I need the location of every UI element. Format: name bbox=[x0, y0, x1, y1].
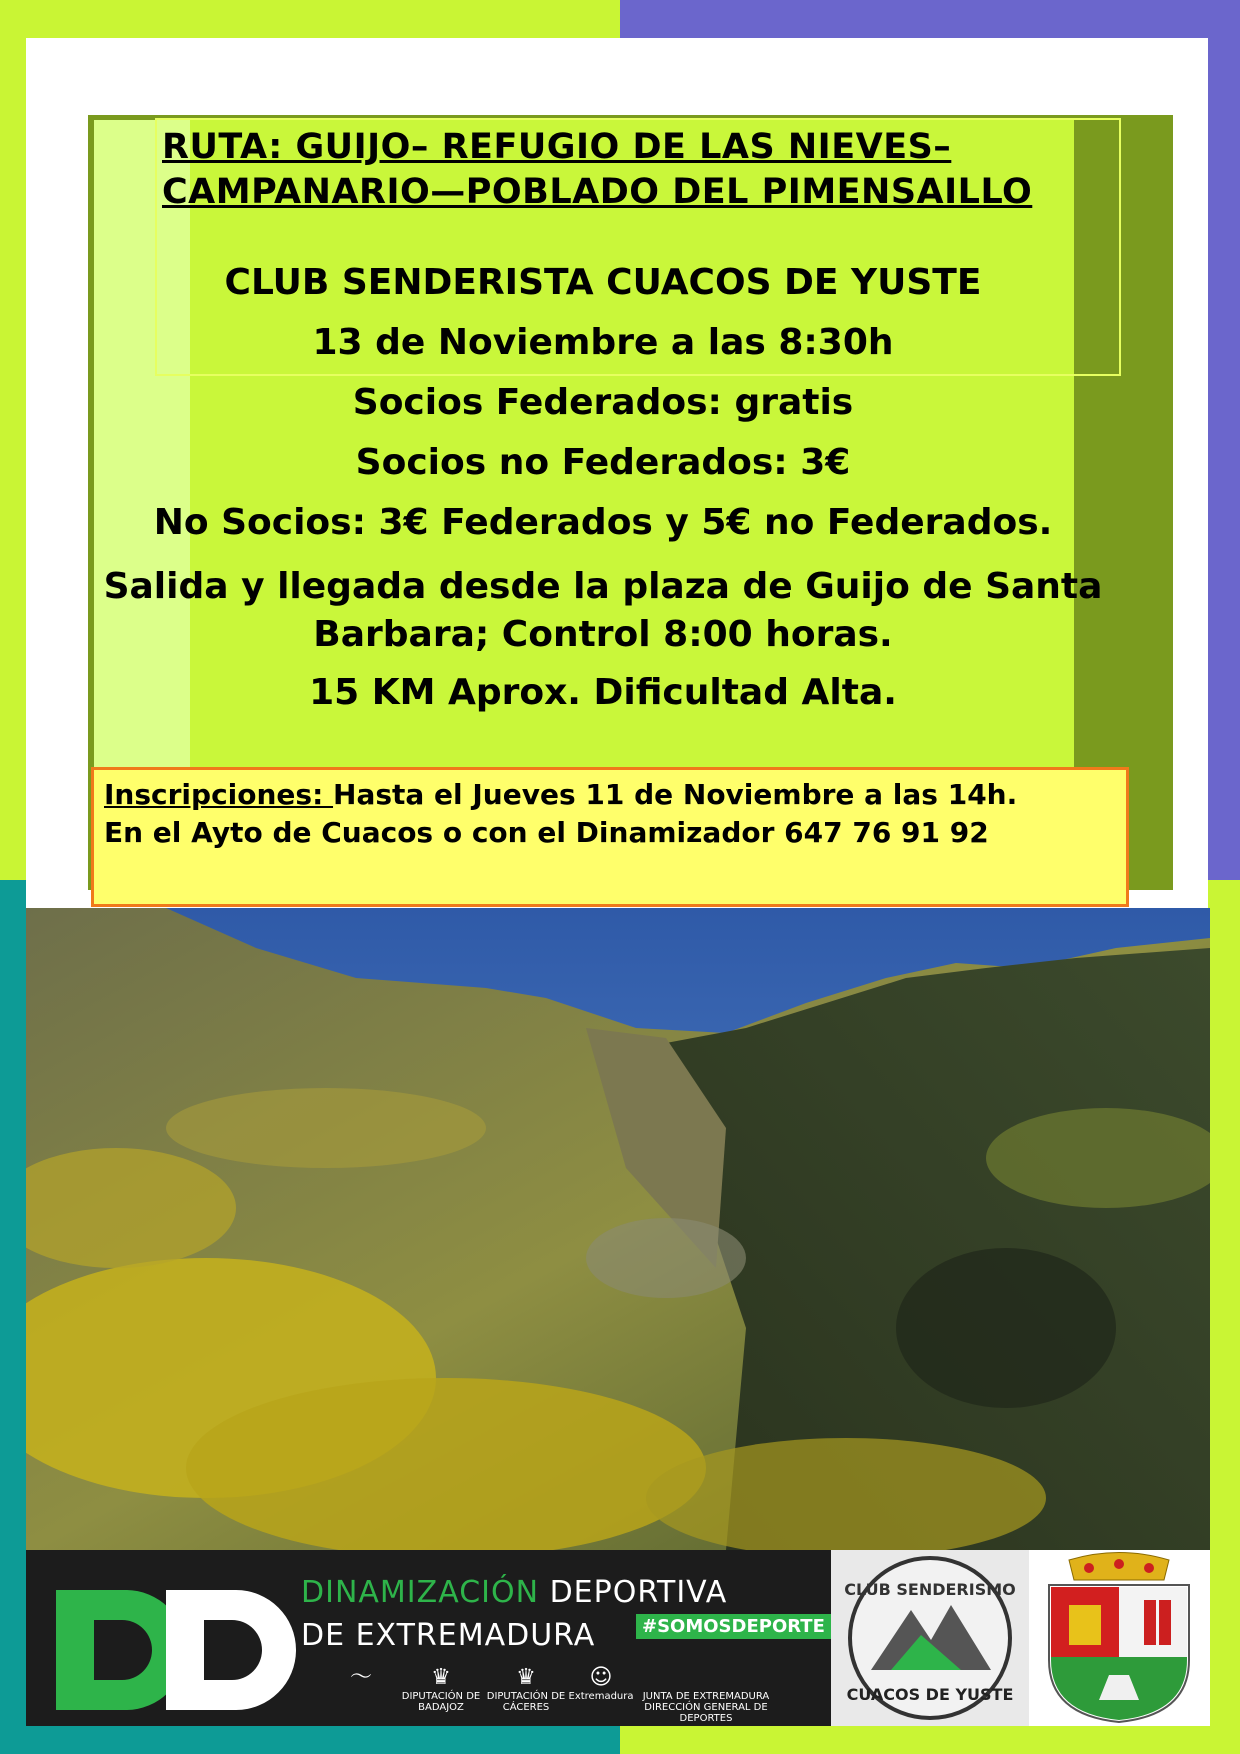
club-badge-bottom-text: CUACOS DE YUSTE bbox=[846, 1685, 1014, 1704]
extremadura-title: DE EXTREMADURA bbox=[301, 1618, 596, 1653]
registration-line1 bbox=[104, 776, 1116, 814]
registration-deadline: Hasta el Jueves 11 de Noviembre a las 14h. bbox=[333, 778, 1018, 811]
distance-difficulty: 15 KM Aprox. Dificultad Alta. bbox=[309, 672, 897, 713]
registration-line2: En el Ayto de Cuacos o con el Dinamizador 647 76 91 92 bbox=[104, 816, 989, 849]
meeting-point-line1: Salida y llegada desde la plaza de Guijo de Santa bbox=[103, 566, 1103, 607]
event-date: 13 de Noviembre a las 8:30h bbox=[312, 322, 894, 363]
dd-logo-icon bbox=[56, 1580, 296, 1720]
registration-label: Inscripciones: bbox=[104, 778, 334, 811]
route-title bbox=[162, 125, 1112, 215]
registration-box bbox=[91, 767, 1129, 907]
price-federados: Socios Federados: gratis bbox=[352, 382, 854, 423]
crown-logo-icon-2: ♛ DIPUTACIÓN DE CÁCERES bbox=[486, 1665, 566, 1713]
footer-banner bbox=[26, 1550, 831, 1726]
route-title-line1: RUTA: GUIJO– REFUGIO DE LAS NIEVES– bbox=[162, 127, 952, 167]
club-senderismo-badge bbox=[831, 1550, 1029, 1726]
meeting-point-line2: Barbara; Control 8:00 horas. bbox=[313, 614, 893, 655]
mountain-valley-photo bbox=[26, 908, 1210, 1550]
sponsor-logos bbox=[316, 1665, 816, 1724]
deportiva-word: DEPORTIVA bbox=[539, 1575, 728, 1610]
route-title-line2: CAMPANARIO—POBLADO DEL PIMENSAILLO bbox=[162, 172, 1033, 212]
dinamizacion-word: DINAMIZACIÓN bbox=[301, 1575, 540, 1610]
dinamizacion-title bbox=[301, 1575, 727, 1610]
junta-logo-icon: JUNTA DE EXTREMADURA DIRECCIÓN GENERAL DE DEPORTES bbox=[642, 1691, 770, 1724]
club-badge-top-text: CLUB SENDERISMO bbox=[844, 1580, 1016, 1599]
price-no-socios: No Socios: 3€ Federados y 5€ no Federados. bbox=[153, 502, 1053, 543]
cuacos-crest bbox=[1029, 1550, 1210, 1726]
crown-logo-icon: ♛ DIPUTACIÓN DE BADAJOZ bbox=[401, 1665, 481, 1713]
people-logo-icon: ☺ Extremadura bbox=[568, 1665, 634, 1702]
meeting-point bbox=[88, 563, 1118, 659]
club-name: CLUB SENDERISTA CUACOS DE YUSTE bbox=[224, 262, 982, 303]
coat-of-arms-icon bbox=[1029, 1550, 1210, 1726]
club-badge-emblem-icon bbox=[831, 1550, 1029, 1726]
somosdeporte-badge: #SOMOSDEPORTE bbox=[636, 1614, 831, 1639]
bird-logo-icon: 〜 bbox=[349, 1665, 372, 1690]
price-no-federados: Socios no Federados: 3€ bbox=[355, 442, 851, 483]
